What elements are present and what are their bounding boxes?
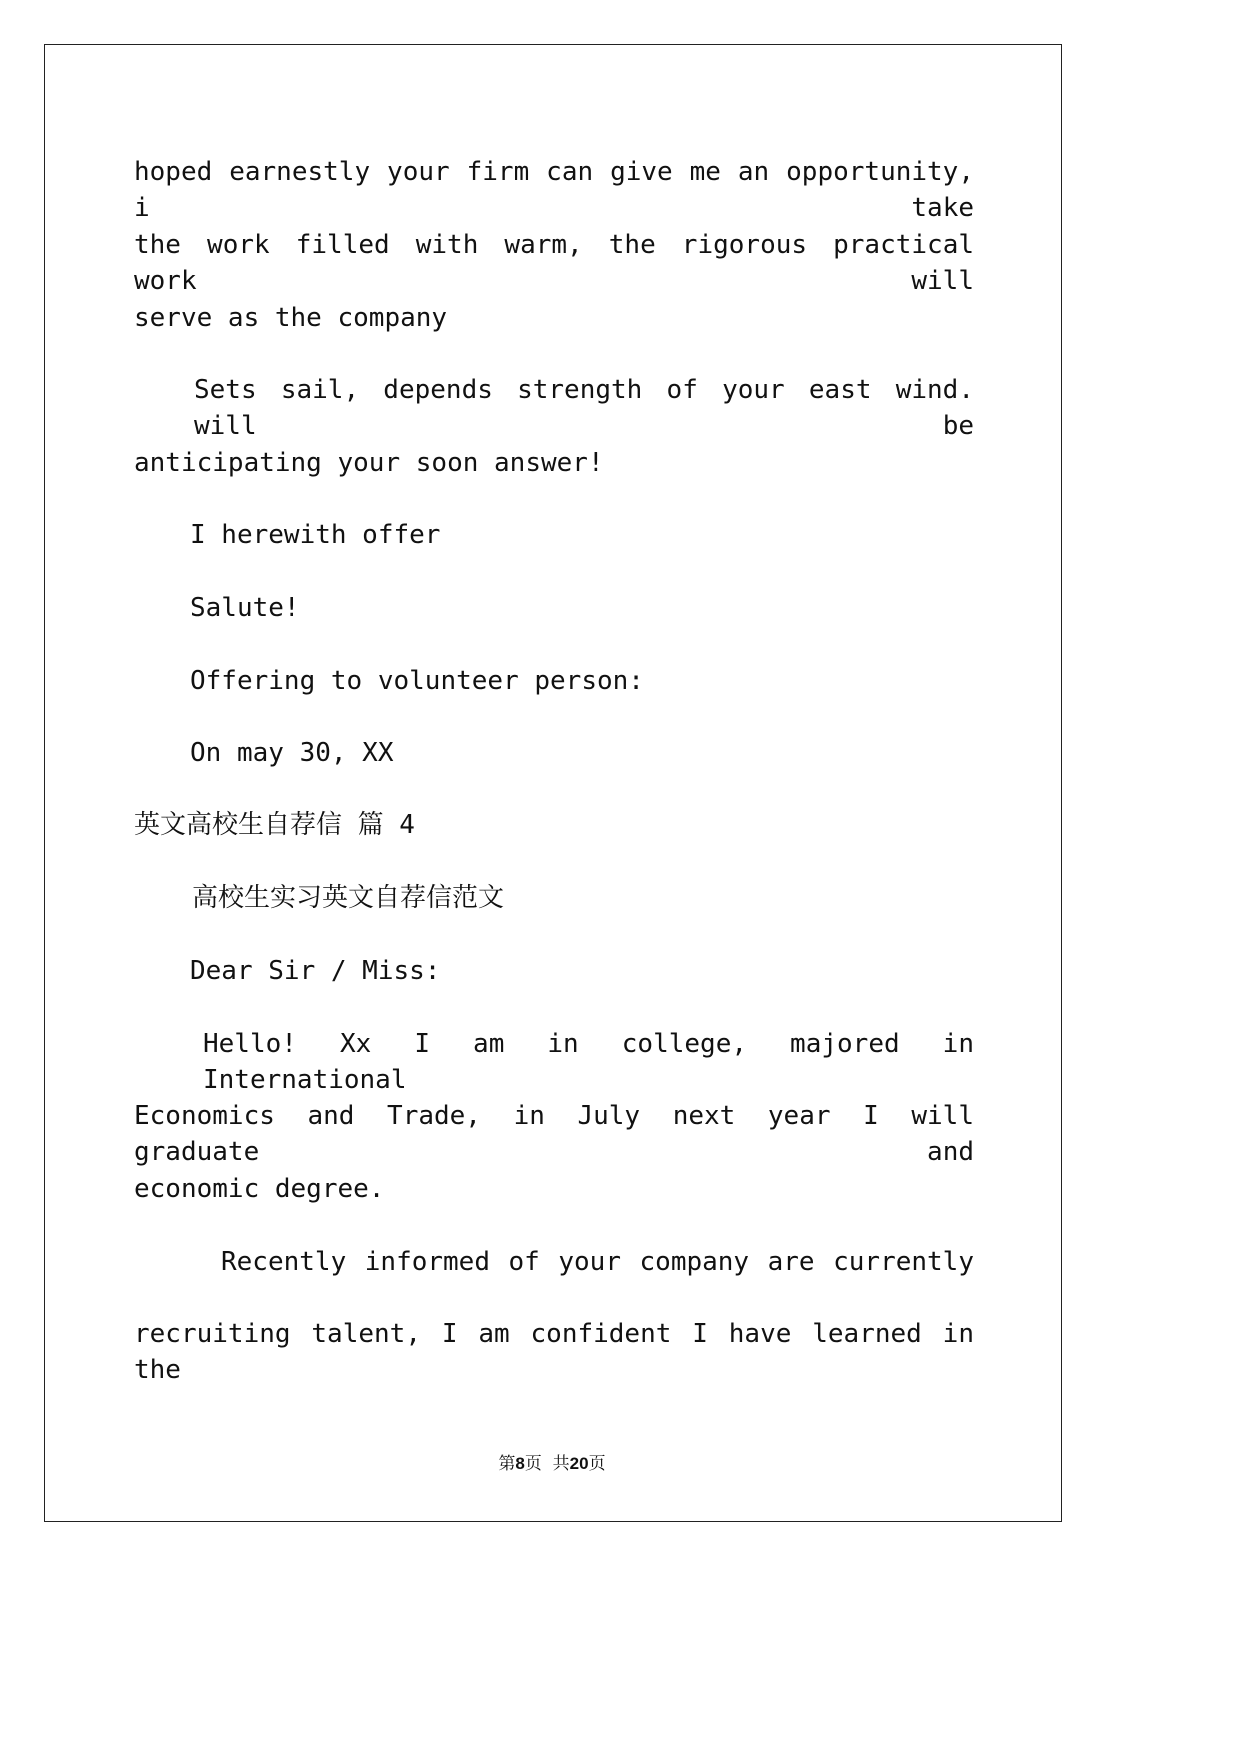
footer-total-pages: 20 (569, 1454, 589, 1473)
section-heading: 英文高校生自荐信 篇 4 (134, 810, 415, 840)
body-line: Recently informed of your company are currently (221, 1247, 974, 1277)
body-line: Sets sail, depends strength of your east wind. will be (194, 375, 974, 441)
body-line: recruiting talent, I am confident I have learned in the (134, 1319, 974, 1385)
salutation: Dear Sir / Miss: (190, 956, 441, 986)
footer-suffix: 页 (588, 1454, 606, 1474)
footer-page-number: 8 (515, 1454, 525, 1473)
body-line: I herewith offer (190, 520, 441, 550)
body-line: economic degree. (134, 1174, 385, 1204)
body-line: Salute! (190, 593, 300, 623)
body-line: Economics and Trade, in July next year I will graduate and (134, 1101, 974, 1167)
body-line: anticipating your soon answer! (134, 448, 604, 478)
body-line: serve as the company (134, 303, 448, 333)
body-line: the work filled with warm, the rigorous practical work will (134, 230, 974, 296)
body-line: Hello! Xx I am in college, majored in International (203, 1029, 974, 1095)
body-line: Offering to volunteer person: (190, 666, 644, 696)
body-line: On may 30, XX (190, 738, 394, 768)
subheading: 高校生实习英文自荐信范文 (192, 883, 505, 913)
footer-middle: 页 共 (524, 1454, 570, 1474)
body-line: hoped earnestly your firm can give me an opportunity, i take (134, 157, 974, 223)
page-footer (0, 1452, 1104, 1476)
footer-prefix: 第 (498, 1454, 516, 1474)
